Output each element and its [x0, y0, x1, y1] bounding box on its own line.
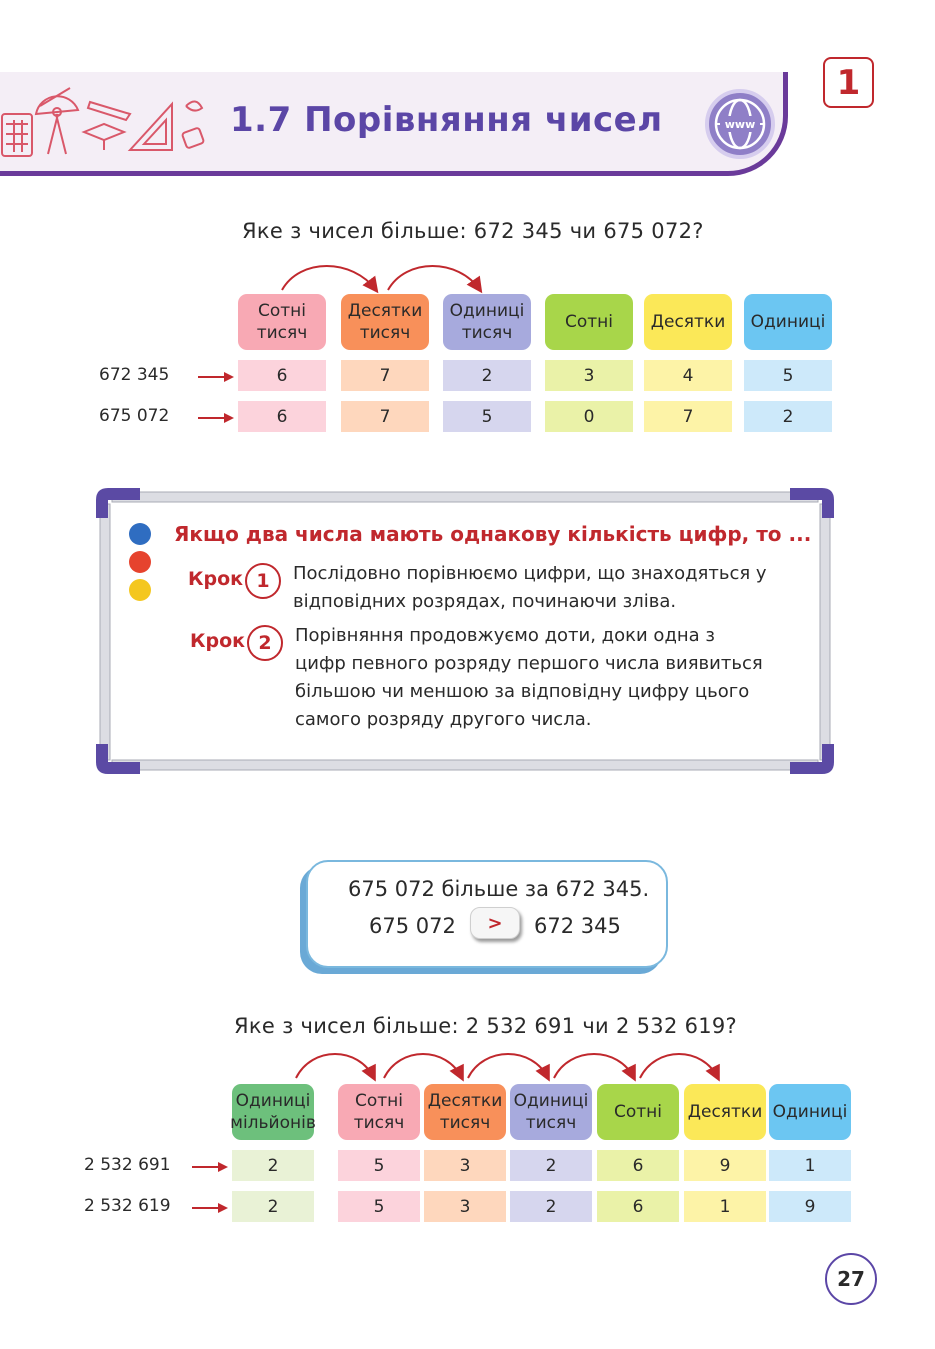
digit-cell: 5 — [338, 1150, 420, 1181]
step2-label: Крок — [190, 630, 246, 652]
column-header: Десятки тисяч — [424, 1084, 506, 1140]
row-arrow-icon — [192, 1161, 228, 1173]
digit-cell: 2 — [443, 360, 531, 391]
row-arrow-icon — [198, 412, 234, 424]
rule-heading: Якщо два числа мають однакову кількість цифр, то ... — [174, 522, 812, 546]
column-header: Сотні — [597, 1084, 679, 1140]
step2-line: Порівняння продовжуємо доти, доки одна з — [295, 625, 715, 646]
row-number-label: 2 532 619 — [84, 1196, 171, 1216]
column-header: Десятки — [684, 1084, 766, 1140]
digit-cell: 9 — [684, 1150, 766, 1181]
column-header: Одиниці — [744, 294, 832, 350]
step1-label: Крок — [188, 568, 244, 590]
digit-cell: 2 — [510, 1191, 592, 1222]
row-number-label: 675 072 — [99, 406, 170, 426]
step1-line: відповідних розрядах, починаючи зліва. — [293, 591, 677, 612]
example2-question: Яке з чисел більше: 2 532 691 чи 2 532 619? — [234, 1014, 738, 1038]
digit-cell: 2 — [510, 1150, 592, 1181]
digit-cell: 6 — [238, 360, 326, 391]
digit-cell: 2 — [232, 1150, 314, 1181]
column-header: Десятки тисяч — [341, 294, 429, 350]
column-header: Одиниці — [769, 1084, 851, 1140]
digit-cell: 1 — [769, 1150, 851, 1181]
step1-number: 1 — [245, 563, 281, 599]
step2-number: 2 — [247, 625, 283, 661]
result-left-number: 675 072 — [369, 914, 456, 938]
digit-cell: 3 — [424, 1191, 506, 1222]
step2-line: більшою чи меншою за відповідну цифру цього — [295, 681, 750, 702]
row-number-label: 672 345 — [99, 365, 170, 385]
example1-question: Яке з чисел більше: 672 345 чи 675 072? — [242, 219, 704, 243]
column-header: Десятки — [644, 294, 732, 350]
step1-text — [293, 560, 767, 616]
digit-cell: 3 — [545, 360, 633, 391]
chapter-number-badge: 1 — [823, 57, 874, 108]
school-supplies-doodle-icon — [0, 84, 215, 166]
column-header: Сотні — [545, 294, 633, 350]
step1-line: Послідовно порівнюємо цифри, що знаходяться у — [293, 563, 767, 584]
digit-cell: 5 — [443, 401, 531, 432]
step2-line: цифр певного розряду першого числа виявиться — [295, 653, 763, 674]
row-number-label: 2 532 691 — [84, 1155, 171, 1175]
digit-cell: 5 — [338, 1191, 420, 1222]
digit-cell: 3 — [424, 1150, 506, 1181]
digit-cell: 7 — [341, 401, 429, 432]
row-arrow-icon — [192, 1202, 228, 1214]
example2-comparison-arrows — [282, 1044, 732, 1086]
column-header: Одиниці тисяч — [510, 1084, 592, 1140]
row-arrow-icon — [198, 371, 234, 383]
lesson-title: 1.7 Порівняння чисел — [230, 100, 663, 140]
result-statement: 675 072 більше за 672 345. — [348, 877, 650, 901]
column-header: Одиниці мільйонів — [232, 1084, 314, 1140]
digit-cell: 4 — [644, 360, 732, 391]
step2-line: самого розряду другого числа. — [295, 709, 592, 730]
digit-cell: 5 — [744, 360, 832, 391]
example1-comparison-arrows — [270, 256, 500, 296]
column-header: Одиниці тисяч — [443, 294, 531, 350]
digit-cell: 0 — [545, 401, 633, 432]
digit-cell: 1 — [684, 1191, 766, 1222]
digit-cell: 2 — [232, 1191, 314, 1222]
column-header: Сотні тисяч — [338, 1084, 420, 1140]
digit-cell: 6 — [597, 1150, 679, 1181]
globe-www-icon[interactable] — [705, 89, 775, 159]
step2-text — [295, 622, 763, 734]
digit-cell: 6 — [597, 1191, 679, 1222]
globe-www-text: www — [724, 118, 756, 131]
result-right-number: 672 345 — [534, 914, 621, 938]
digit-cell: 7 — [644, 401, 732, 432]
page-number: 27 — [825, 1253, 877, 1305]
digit-cell: 9 — [769, 1191, 851, 1222]
digit-cell: 2 — [744, 401, 832, 432]
digit-cell: 7 — [341, 360, 429, 391]
comparison-sign-button[interactable]: > — [470, 907, 520, 939]
digit-cell: 6 — [238, 401, 326, 432]
column-header: Сотні тисяч — [238, 294, 326, 350]
